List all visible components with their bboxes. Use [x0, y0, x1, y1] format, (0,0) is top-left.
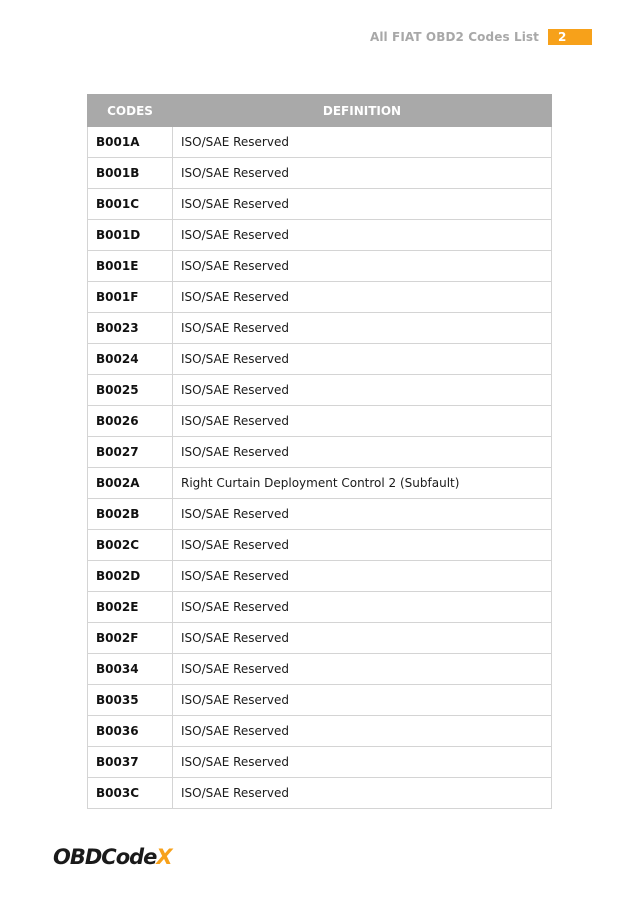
document-title: All FIAT OBD2 Codes List	[369, 30, 539, 44]
table-row	[88, 561, 552, 592]
code-cell: B001C	[88, 189, 173, 220]
table-row	[88, 282, 552, 313]
code-cell: B0035	[88, 685, 173, 716]
table-row	[88, 375, 552, 406]
definition-cell: ISO/SAE Reserved	[173, 344, 552, 375]
table-row	[88, 716, 552, 747]
codes-table	[87, 94, 552, 809]
table-row	[88, 778, 552, 809]
definition-cell: ISO/SAE Reserved	[173, 189, 552, 220]
code-cell: B0023	[88, 313, 173, 344]
code-cell: B001F	[88, 282, 173, 313]
table-header-row	[88, 95, 552, 127]
code-cell: B002A	[88, 468, 173, 499]
definition-cell: ISO/SAE Reserved	[173, 437, 552, 468]
definition-cell: ISO/SAE Reserved	[173, 716, 552, 747]
code-cell: B003C	[88, 778, 173, 809]
code-cell: B002B	[88, 499, 173, 530]
table-body	[88, 127, 552, 809]
definition-cell: ISO/SAE Reserved	[173, 251, 552, 282]
column-header-definition: DEFINITION	[173, 95, 552, 127]
code-cell: B002F	[88, 623, 173, 654]
code-cell: B002C	[88, 530, 173, 561]
table-row	[88, 344, 552, 375]
definition-cell: ISO/SAE Reserved	[173, 654, 552, 685]
obdcodex-logo	[53, 842, 172, 874]
table-row	[88, 158, 552, 189]
table-row	[88, 406, 552, 437]
definition-cell: ISO/SAE Reserved	[173, 530, 552, 561]
table-row	[88, 530, 552, 561]
code-cell: B0037	[88, 747, 173, 778]
table-row	[88, 685, 552, 716]
code-cell: B001B	[88, 158, 173, 189]
table-row	[88, 623, 552, 654]
table-row	[88, 499, 552, 530]
page-number-badge: 2	[548, 29, 592, 45]
code-cell: B0027	[88, 437, 173, 468]
definition-cell: ISO/SAE Reserved	[173, 685, 552, 716]
code-cell: B001D	[88, 220, 173, 251]
definition-cell: ISO/SAE Reserved	[173, 127, 552, 158]
table-row	[88, 189, 552, 220]
table-row	[88, 654, 552, 685]
table-row	[88, 220, 552, 251]
definition-cell: ISO/SAE Reserved	[173, 499, 552, 530]
code-cell: B0025	[88, 375, 173, 406]
code-cell: B0026	[88, 406, 173, 437]
table-row	[88, 313, 552, 344]
definition-cell: ISO/SAE Reserved	[173, 375, 552, 406]
code-cell: B002D	[88, 561, 173, 592]
definition-cell: Right Curtain Deployment Control 2 (Subfault)	[173, 468, 552, 499]
table-row	[88, 251, 552, 282]
table-row	[88, 468, 552, 499]
code-cell: B0034	[88, 654, 173, 685]
definition-cell: ISO/SAE Reserved	[173, 282, 552, 313]
definition-cell: ISO/SAE Reserved	[173, 406, 552, 437]
code-cell: B001E	[88, 251, 173, 282]
code-cell: B001A	[88, 127, 173, 158]
definition-cell: ISO/SAE Reserved	[173, 592, 552, 623]
definition-cell: ISO/SAE Reserved	[173, 158, 552, 189]
table-row	[88, 437, 552, 468]
definition-cell: ISO/SAE Reserved	[173, 220, 552, 251]
definition-cell: ISO/SAE Reserved	[173, 623, 552, 654]
table-row	[88, 592, 552, 623]
table-row	[88, 127, 552, 158]
code-cell: B0036	[88, 716, 173, 747]
column-header-codes: CODES	[88, 95, 173, 127]
code-cell: B0024	[88, 344, 173, 375]
definition-cell: ISO/SAE Reserved	[173, 313, 552, 344]
definition-cell: ISO/SAE Reserved	[173, 561, 552, 592]
definition-cell: ISO/SAE Reserved	[173, 747, 552, 778]
logo-wordmark	[53, 842, 172, 870]
table-row	[88, 747, 552, 778]
definition-cell: ISO/SAE Reserved	[173, 778, 552, 809]
logo-text: OBDCodeX	[53, 845, 172, 869]
code-cell: B002E	[88, 592, 173, 623]
